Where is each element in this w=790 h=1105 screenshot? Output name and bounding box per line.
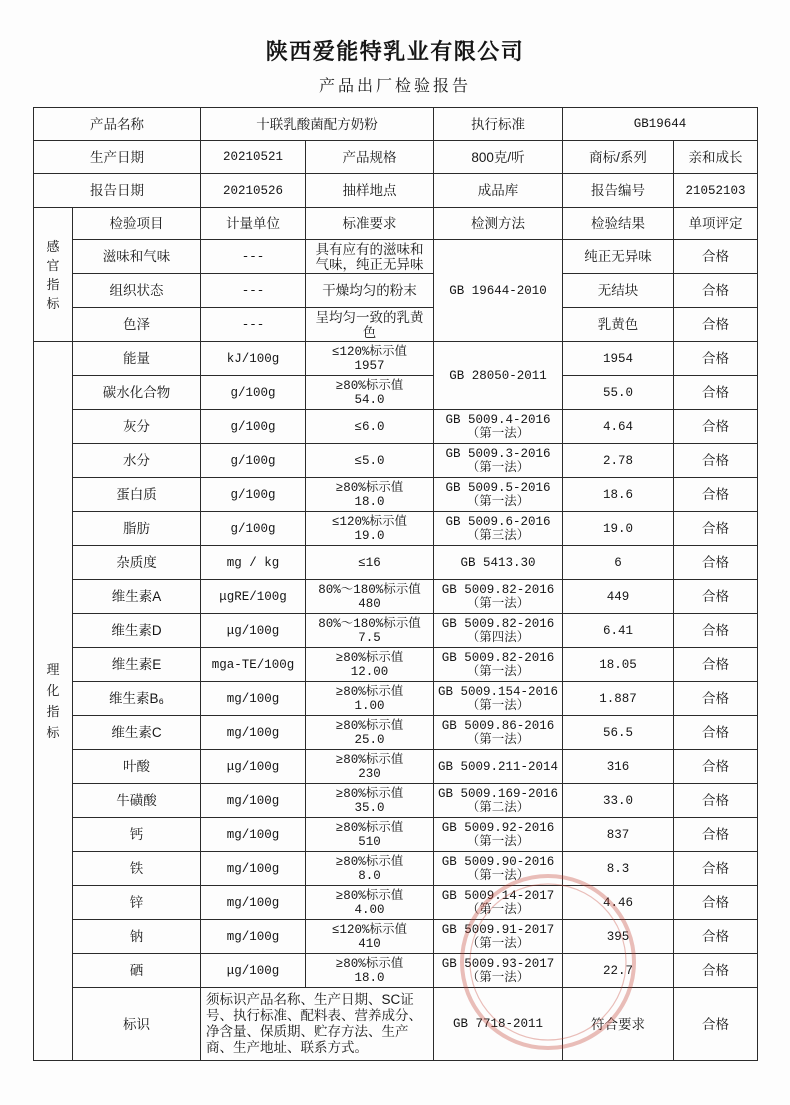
labeling-evaluation-cell: 合格 — [674, 988, 758, 1061]
item-cell: 铁 — [73, 852, 201, 886]
requirement-cell: ≥80%标示值 510 — [306, 818, 434, 852]
unit-cell: mg/100g — [201, 818, 306, 852]
unit-cell: --- — [201, 240, 306, 274]
evaluation-cell: 合格 — [674, 852, 758, 886]
brand-label: 商标/系列 — [563, 141, 674, 174]
production-date-label: 生产日期 — [34, 141, 201, 174]
evaluation-cell: 合格 — [674, 512, 758, 546]
item-cell: 钙 — [73, 818, 201, 852]
requirement-cell: ≤16 — [306, 546, 434, 580]
item-cell: 硒 — [73, 954, 201, 988]
evaluation-cell: 合格 — [674, 478, 758, 512]
method-cell: GB 5009.5-2016 （第一法） — [434, 478, 563, 512]
item-cell: 锌 — [73, 886, 201, 920]
result-cell: 1.887 — [563, 682, 674, 716]
method-cell: GB 5009.6-2016 （第三法） — [434, 512, 563, 546]
report-date-value: 20210526 — [201, 174, 306, 208]
method-cell: GB 5009.211-2014 — [434, 750, 563, 784]
result-cell: 纯正无异味 — [563, 240, 674, 274]
method-cell: GB 5413.30 — [434, 546, 563, 580]
unit-cell: g/100g — [201, 512, 306, 546]
item-cell: 维生素D — [73, 614, 201, 648]
requirement-cell: ≥80%标示值 35.0 — [306, 784, 434, 818]
requirement-cell: ≤120%标示值 19.0 — [306, 512, 434, 546]
evaluation-cell: 合格 — [674, 716, 758, 750]
standard-value: GB19644 — [563, 108, 758, 141]
item-cell: 维生素C — [73, 716, 201, 750]
item-cell: 杂质度 — [73, 546, 201, 580]
item-cell: 组织状态 — [73, 274, 201, 308]
evaluation-cell: 合格 — [674, 682, 758, 716]
method-cell: GB 5009.91-2017 （第一法） — [434, 920, 563, 954]
table-row — [34, 512, 758, 546]
method-cell: GB 5009.82-2016 （第四法） — [434, 614, 563, 648]
unit-cell: mg/100g — [201, 716, 306, 750]
evaluation-cell: 合格 — [674, 784, 758, 818]
column-header-requirement: 标准要求 — [306, 208, 434, 240]
table-row — [34, 444, 758, 478]
unit-cell: μg/100g — [201, 750, 306, 784]
sampling-place-label: 抽样地点 — [306, 174, 434, 208]
unit-cell: g/100g — [201, 410, 306, 444]
evaluation-cell: 合格 — [674, 444, 758, 478]
product-name-label: 产品名称 — [34, 108, 201, 141]
item-cell: 钠 — [73, 920, 201, 954]
report-no-value: 21052103 — [674, 174, 758, 208]
requirement-cell: ≥80%标示值 12.00 — [306, 648, 434, 682]
evaluation-cell: 合格 — [674, 274, 758, 308]
requirement-cell: ≥80%标示值 18.0 — [306, 954, 434, 988]
table-row — [34, 342, 758, 376]
company-name: 陕西爱能特乳业有限公司 — [265, 39, 525, 64]
requirement-cell: 80%～180%标示值 480 — [306, 580, 434, 614]
info-row-production — [34, 141, 758, 174]
method-cell: GB 5009.82-2016 （第一法） — [434, 580, 563, 614]
result-cell: 316 — [563, 750, 674, 784]
table-row — [34, 886, 758, 920]
result-cell: 19.0 — [563, 512, 674, 546]
inspection-table — [33, 107, 758, 1061]
table-row — [34, 614, 758, 648]
table-row — [34, 784, 758, 818]
unit-cell: --- — [201, 274, 306, 308]
evaluation-cell: 合格 — [674, 342, 758, 376]
evaluation-cell: 合格 — [674, 240, 758, 274]
requirement-cell: ≥80%标示值 25.0 — [306, 716, 434, 750]
table-row — [34, 716, 758, 750]
item-cell: 维生素B₆ — [73, 682, 201, 716]
evaluation-cell: 合格 — [674, 648, 758, 682]
requirement-cell: ≤5.0 — [306, 444, 434, 478]
table-row — [34, 478, 758, 512]
requirement-cell: ≥80%标示值 1.00 — [306, 682, 434, 716]
table-row — [34, 920, 758, 954]
item-cell: 脂肪 — [73, 512, 201, 546]
column-header-method: 检测方法 — [434, 208, 563, 240]
method-cell: GB 5009.93-2017 （第一法） — [434, 954, 563, 988]
item-cell: 碳水化合物 — [73, 376, 201, 410]
item-cell: 叶酸 — [73, 750, 201, 784]
unit-cell: g/100g — [201, 478, 306, 512]
requirement-cell: ≤120%标示值 410 — [306, 920, 434, 954]
method-cell: GB 5009.90-2016 （第一法） — [434, 852, 563, 886]
table-row — [34, 410, 758, 444]
result-cell: 4.46 — [563, 886, 674, 920]
result-cell: 8.3 — [563, 852, 674, 886]
table-row — [34, 818, 758, 852]
column-header-evaluation: 单项评定 — [674, 208, 758, 240]
result-cell: 6 — [563, 546, 674, 580]
result-cell: 2.78 — [563, 444, 674, 478]
physchem-section-label: 理化指标 — [46, 662, 60, 740]
evaluation-cell: 合格 — [674, 920, 758, 954]
requirement-cell: ≥80%标示值 230 — [306, 750, 434, 784]
requirement-cell: ≥80%标示值 18.0 — [306, 478, 434, 512]
column-header-row — [34, 208, 758, 240]
unit-cell: mg/100g — [201, 886, 306, 920]
requirement-cell: ≥80%标示值 54.0 — [306, 376, 434, 410]
column-header-unit: 计量单位 — [201, 208, 306, 240]
table-row — [34, 308, 758, 342]
table-row — [34, 546, 758, 580]
requirement-cell: ≥80%标示值 4.00 — [306, 886, 434, 920]
product-name-value: 十联乳酸菌配方奶粉 — [201, 108, 434, 141]
sensory-section-label: 感官指标 — [46, 238, 60, 311]
evaluation-cell: 合格 — [674, 954, 758, 988]
method-cell: GB 28050-2011 — [434, 342, 563, 410]
labeling-item-cell: 标识 — [73, 988, 201, 1061]
evaluation-cell: 合格 — [674, 410, 758, 444]
requirement-cell: ≤6.0 — [306, 410, 434, 444]
unit-cell: μg/100g — [201, 614, 306, 648]
method-cell: GB 5009.169-2016 （第二法） — [434, 784, 563, 818]
evaluation-cell: 合格 — [674, 818, 758, 852]
labeling-requirement-cell: 须标识产品名称、生产日期、SC证号、执行标准、配料表、营养成分、净含量、保质期、贮存方法、生产商、生产地址、联系方式。 — [201, 988, 434, 1061]
item-cell: 滋味和气味 — [73, 240, 201, 274]
method-cell: GB 5009.3-2016 （第一法） — [434, 444, 563, 478]
unit-cell: mg/100g — [201, 682, 306, 716]
result-cell: 449 — [563, 580, 674, 614]
requirement-cell: ≤120%标示值 1957 — [306, 342, 434, 376]
column-header-result: 检验结果 — [563, 208, 674, 240]
requirement-cell: 干燥均匀的粉末 — [306, 274, 434, 308]
table-row — [34, 580, 758, 614]
table-row — [34, 240, 758, 274]
evaluation-cell: 合格 — [674, 546, 758, 580]
result-cell: 1954 — [563, 342, 674, 376]
unit-cell: μgRE/100g — [201, 580, 306, 614]
unit-cell: --- — [201, 308, 306, 342]
method-cell: GB 5009.154-2016 （第一法） — [434, 682, 563, 716]
labeling-method-cell: GB 7718-2011 — [434, 988, 563, 1061]
requirement-cell: ≥80%标示值 8.0 — [306, 852, 434, 886]
table-row — [34, 376, 758, 410]
result-cell: 56.5 — [563, 716, 674, 750]
item-cell: 蛋白质 — [73, 478, 201, 512]
sampling-place-value: 成品库 — [434, 174, 563, 208]
requirement-cell: 80%～180%标示值 7.5 — [306, 614, 434, 648]
evaluation-cell: 合格 — [674, 750, 758, 784]
sensory-section-cell — [34, 208, 73, 342]
unit-cell: mg/100g — [201, 920, 306, 954]
info-row-product — [34, 108, 758, 141]
result-cell: 837 — [563, 818, 674, 852]
unit-cell: μg/100g — [201, 954, 306, 988]
unit-cell: mg / kg — [201, 546, 306, 580]
table-row — [34, 682, 758, 716]
labeling-row — [34, 988, 758, 1061]
result-cell: 乳黄色 — [563, 308, 674, 342]
report-title: 产品出厂检验报告 — [318, 78, 471, 95]
evaluation-cell: 合格 — [674, 376, 758, 410]
report-no-label: 报告编号 — [563, 174, 674, 208]
evaluation-cell: 合格 — [674, 886, 758, 920]
requirement-cell: 呈均匀一致的乳黄色 — [306, 308, 434, 342]
table-row — [34, 852, 758, 886]
unit-cell: kJ/100g — [201, 342, 306, 376]
method-cell: GB 5009.4-2016 （第一法） — [434, 410, 563, 444]
result-cell: 18.05 — [563, 648, 674, 682]
result-cell: 无结块 — [563, 274, 674, 308]
result-cell: 22.7 — [563, 954, 674, 988]
item-cell: 维生素E — [73, 648, 201, 682]
info-row-report — [34, 174, 758, 208]
method-cell: GB 5009.86-2016 （第一法） — [434, 716, 563, 750]
standard-label: 执行标准 — [434, 108, 563, 141]
evaluation-cell: 合格 — [674, 580, 758, 614]
unit-cell: mg/100g — [201, 784, 306, 818]
result-cell: 6.41 — [563, 614, 674, 648]
item-cell: 灰分 — [73, 410, 201, 444]
table-row — [34, 274, 758, 308]
result-cell: 33.0 — [563, 784, 674, 818]
report-date-label: 报告日期 — [34, 174, 201, 208]
unit-cell: g/100g — [201, 376, 306, 410]
result-cell: 395 — [563, 920, 674, 954]
item-cell: 色泽 — [73, 308, 201, 342]
item-cell: 能量 — [73, 342, 201, 376]
spec-label: 产品规格 — [306, 141, 434, 174]
column-header-item: 检验项目 — [73, 208, 201, 240]
item-cell: 维生素A — [73, 580, 201, 614]
result-cell: 18.6 — [563, 478, 674, 512]
method-cell: GB 5009.92-2016 （第一法） — [434, 818, 563, 852]
table-row — [34, 648, 758, 682]
brand-value: 亲和成长 — [674, 141, 758, 174]
requirement-cell: 具有应有的滋味和气味，纯正无异味 — [306, 240, 434, 274]
method-cell: GB 19644-2010 — [434, 240, 563, 342]
unit-cell: mga-TE/100g — [201, 648, 306, 682]
result-cell: 55.0 — [563, 376, 674, 410]
physchem-section-cell — [34, 342, 73, 1061]
evaluation-cell: 合格 — [674, 614, 758, 648]
table-row — [34, 954, 758, 988]
labeling-result-cell: 符合要求 — [563, 988, 674, 1061]
unit-cell: g/100g — [201, 444, 306, 478]
unit-cell: mg/100g — [201, 852, 306, 886]
evaluation-cell: 合格 — [674, 308, 758, 342]
method-cell: GB 5009.14-2017 （第一法） — [434, 886, 563, 920]
spec-value: 800克/听 — [434, 141, 563, 174]
item-cell: 牛磺酸 — [73, 784, 201, 818]
production-date-value: 20210521 — [201, 141, 306, 174]
table-row — [34, 750, 758, 784]
result-cell: 4.64 — [563, 410, 674, 444]
method-cell: GB 5009.82-2016 （第一法） — [434, 648, 563, 682]
item-cell: 水分 — [73, 444, 201, 478]
